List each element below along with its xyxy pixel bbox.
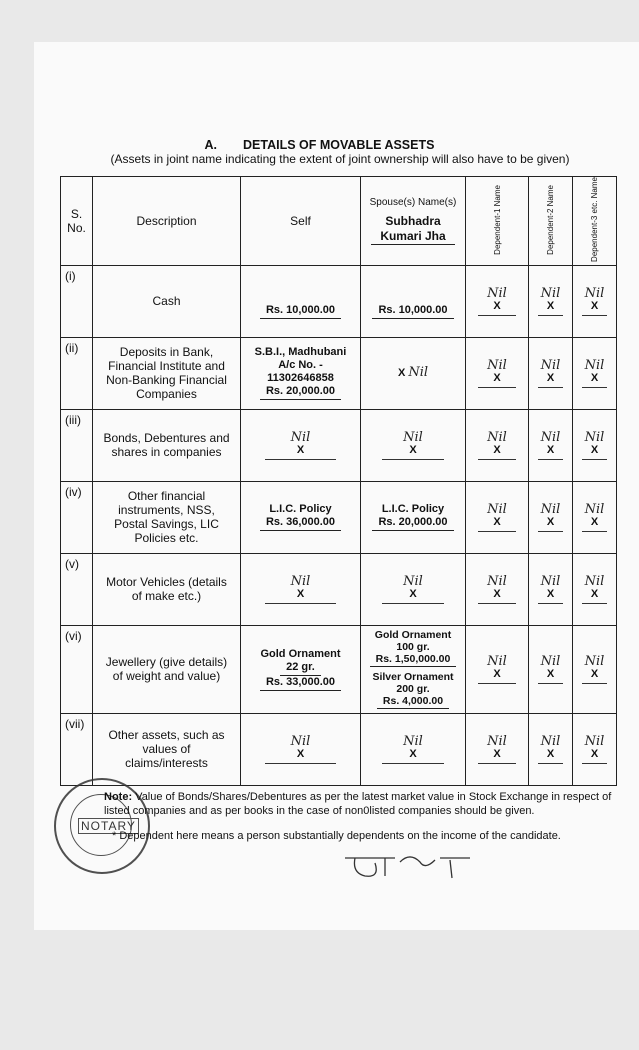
row-dep1 [466,409,529,481]
row-self-line: Rs. 20,000.00 [260,385,341,400]
row-self-line: Rs. 33,000.00 [260,676,341,691]
section-subtitle: (Assets in joint name indicating the extent of joint ownership will also have to be given) [110,152,570,166]
row-spouse-value: X [409,747,417,760]
row-dep2 [529,337,573,409]
table-row [61,481,617,553]
row-dep2-value: X [546,371,555,384]
row-dep1-value: X [493,515,501,528]
row-self [241,481,361,553]
row-dep2-value: X [546,515,555,528]
row-dep3-value: X [590,515,599,528]
row-self [241,409,361,481]
handwritten-nil: Nil [584,733,605,749]
row-spouse [361,553,466,625]
row-dep3 [573,337,617,409]
handwritten-nil: Nil [487,357,507,373]
row-self-line: Rs. 36,000.00 [260,516,341,531]
row-dep1-value: X [493,371,501,384]
header-dep1 [466,177,529,266]
handwritten-nil: Nil [540,501,561,517]
row-spouse-line: L.I.C. Policy [381,503,445,516]
handwritten-nil: Nil [540,653,561,669]
row-dep3 [573,553,617,625]
row-spouse-line: 100 gr. [396,641,430,654]
note-label: Note: [104,791,133,803]
dependent-note: * Dependent here means a person substantially dependents on the income of the candidate. [112,830,561,842]
row-description: Bonds, Debentures and shares in companies [93,409,241,481]
row-dep3-value: X [590,667,599,680]
section-title: DETAILS OF MOVABLE ASSETS [243,138,435,152]
row-dep2-value: X [546,299,555,312]
row-dep1-value: X [493,443,501,456]
row-sno: (ii) [61,337,93,409]
handwritten-nil: Nil [584,285,605,301]
row-dep3 [573,713,617,785]
row-self-line: Rs. 10,000.00 [260,304,341,319]
section-heading [0,138,639,152]
row-description: Other assets, such as values of claims/interests [93,713,241,785]
row-description: Jewellery (give details) of weight and value) [93,625,241,713]
row-self [241,553,361,625]
row-dep3 [573,625,617,713]
header-spouse [361,177,466,266]
table-row [61,553,617,625]
row-self-value: X [296,747,305,760]
table-row [61,265,617,337]
note-body: Value of Bonds/Shares/Debentures as per the latest market value in Stock Exchange in respect of listed companies and as per books in the case of non0listed companies should be given. [104,791,612,817]
handwritten-nil: Nil [540,573,561,589]
row-dep3-value: X [590,443,599,456]
row-self [241,625,361,713]
header-dep1-text: Dependent-1 Name [492,184,502,255]
header-spouse-label: Spouse(s) Name(s) [369,196,457,208]
section-letter: A. [204,138,218,152]
movable-assets-table [60,176,617,786]
table-row [61,625,617,713]
row-spouse-value: X [409,443,417,456]
handwritten-nil: Nil [540,429,561,445]
header-sno: S. No. [61,177,93,266]
row-dep1 [466,481,529,553]
row-dep1 [466,713,529,785]
handwritten-nil: Nil [584,429,605,445]
handwritten-nil: Nil [487,653,507,669]
row-description: Cash [93,265,241,337]
row-spouse [361,265,466,337]
row-dep1-value: X [493,299,501,312]
row-spouse-value: X [409,587,417,600]
row-self-line: 22 gr. [280,661,321,676]
header-dep3 [573,177,617,266]
row-spouse-line: Rs. 1,50,000.00 [370,653,457,667]
row-dep3-value: X [590,371,599,384]
row-dep2-value: X [546,443,555,456]
row-dep3-value: X [590,299,599,312]
row-dep2-value: X [546,747,555,760]
handwritten-nil: Nil [487,733,507,749]
row-dep1-value: X [493,747,501,760]
header-spouse-name: Subhadra Kumari Jha [371,214,454,245]
signature-mark [340,848,490,888]
row-dep2 [529,409,573,481]
row-sno: (v) [61,553,93,625]
row-self-line: L.I.C. Policy [269,503,332,516]
row-dep3-value: X [590,747,599,760]
row-spouse-line: Rs. 10,000.00 [372,304,453,319]
handwritten-nil: Nil [487,429,507,445]
row-self-line: 11302646858 [267,372,334,385]
stamp-word: NOTARY [78,818,139,834]
table-header-row [61,177,617,266]
header-dep2 [529,177,573,266]
handwritten-nil: Nil [408,365,429,381]
row-spouse-line: Silver Ornament [372,671,454,684]
row-self [241,713,361,785]
row-self-value: X [296,587,305,600]
header-dep2-text: Dependent-2 Name [546,184,555,255]
handwritten-nil: Nil [584,357,605,373]
row-dep2 [529,481,573,553]
row-spouse-line: Gold Ornament [374,629,452,642]
row-spouse-line: Rs. 20,000.00 [372,516,453,531]
row-sno: (vi) [61,625,93,713]
row-sno: (iv) [61,481,93,553]
row-dep2 [529,265,573,337]
header-dep3-text: Dependent-3 etc. Name [590,177,599,262]
row-self-value: X [296,443,305,456]
row-description: Motor Vehicles (details of make etc.) [93,553,241,625]
row-dep1 [466,625,529,713]
row-dep2 [529,713,573,785]
row-description: Other financial instruments, NSS, Postal Savings, LIC Policies etc. [93,481,241,553]
row-self [241,265,361,337]
header-self: Self [241,177,361,266]
row-spouse-line: Rs. 4,000.00 [377,695,449,709]
row-sno: (iii) [61,409,93,481]
table-row [61,337,617,409]
handwritten-nil: Nil [487,501,507,517]
header-description: Description [93,177,241,266]
handwritten-nil: Nil [540,357,561,373]
row-dep3 [573,409,617,481]
handwritten-nil: Nil [584,501,605,517]
row-dep1-value: X [493,667,501,680]
handwritten-nil: Nil [290,429,311,445]
row-dep1-value: X [493,587,501,600]
handwritten-nil: Nil [290,733,311,749]
row-self-line: Gold Ornament [260,647,341,660]
handwritten-nil: Nil [487,573,507,589]
table-row [61,409,617,481]
handwritten-nil: Nil [403,733,423,749]
row-spouse-line: 200 gr. [396,683,430,696]
row-sno: (vii) [61,713,93,785]
row-spouse-value: X [397,367,406,380]
row-dep1 [466,337,529,409]
row-dep2 [529,625,573,713]
handwritten-nil: Nil [540,733,561,749]
handwritten-nil: Nil [487,285,507,301]
row-sno: (i) [61,265,93,337]
row-spouse [361,337,466,409]
row-dep2 [529,553,573,625]
row-dep1 [466,553,529,625]
note-text [104,790,616,818]
row-spouse [361,625,466,713]
row-dep3 [573,481,617,553]
row-dep1 [466,265,529,337]
row-description: Deposits in Bank, Financial Institute and Non-Banking Financial Companies [93,337,241,409]
row-self-line: S.B.I., Madhubani [254,346,347,359]
handwritten-nil: Nil [403,429,423,445]
table-row [61,713,617,785]
row-spouse [361,481,466,553]
row-spouse [361,713,466,785]
handwritten-nil: Nil [584,573,605,589]
row-dep3 [573,265,617,337]
row-dep3-value: X [590,587,599,600]
row-self [241,337,361,409]
handwritten-nil: Nil [403,573,423,589]
handwritten-nil: Nil [584,653,605,669]
handwritten-nil: Nil [290,573,311,589]
row-dep2-value: X [546,587,555,600]
row-self-line: A/c No. - [278,359,323,372]
row-spouse [361,409,466,481]
handwritten-nil: Nil [540,285,561,301]
row-dep2-value: X [546,667,555,680]
